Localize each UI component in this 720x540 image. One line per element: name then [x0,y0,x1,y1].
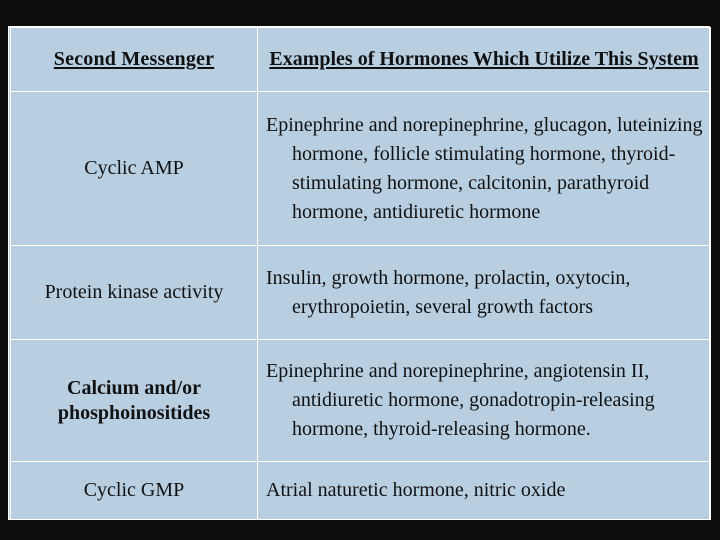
messenger-cell: Cyclic GMP [11,462,258,520]
messenger-cell: Protein kinase activity [11,246,258,340]
examples-cell: Epinephrine and norepinephrine, glucagon, luteinizing hormone, follicle stimulating hormone, thyroid-stimulating hormone, calcitonin, parathyroid hormone, antidiuretic hormone [258,92,711,246]
table-row [11,92,711,246]
table-row [11,246,711,340]
header-examples: Examples of Hormones Which Utilize This System [258,28,711,92]
table-header-row [11,28,711,92]
examples-cell: Atrial naturetic hormone, nitric oxide [258,462,711,520]
second-messenger-table [10,27,711,520]
table-row [11,340,711,462]
examples-cell: Insulin, growth hormone, prolactin, oxytocin, erythropoietin, several growth factors [258,246,711,340]
examples-cell: Epinephrine and norepinephrine, angiotensin II, antidiuretic hormone, gonadotropin-releasing hormone, thyroid-releasing hormone. [258,340,711,462]
table-row [11,462,711,520]
messenger-cell: Cyclic AMP [11,92,258,246]
messenger-cell: Calcium and/or phosphoinositides [11,340,258,462]
header-second-messenger: Second Messenger [11,28,258,92]
